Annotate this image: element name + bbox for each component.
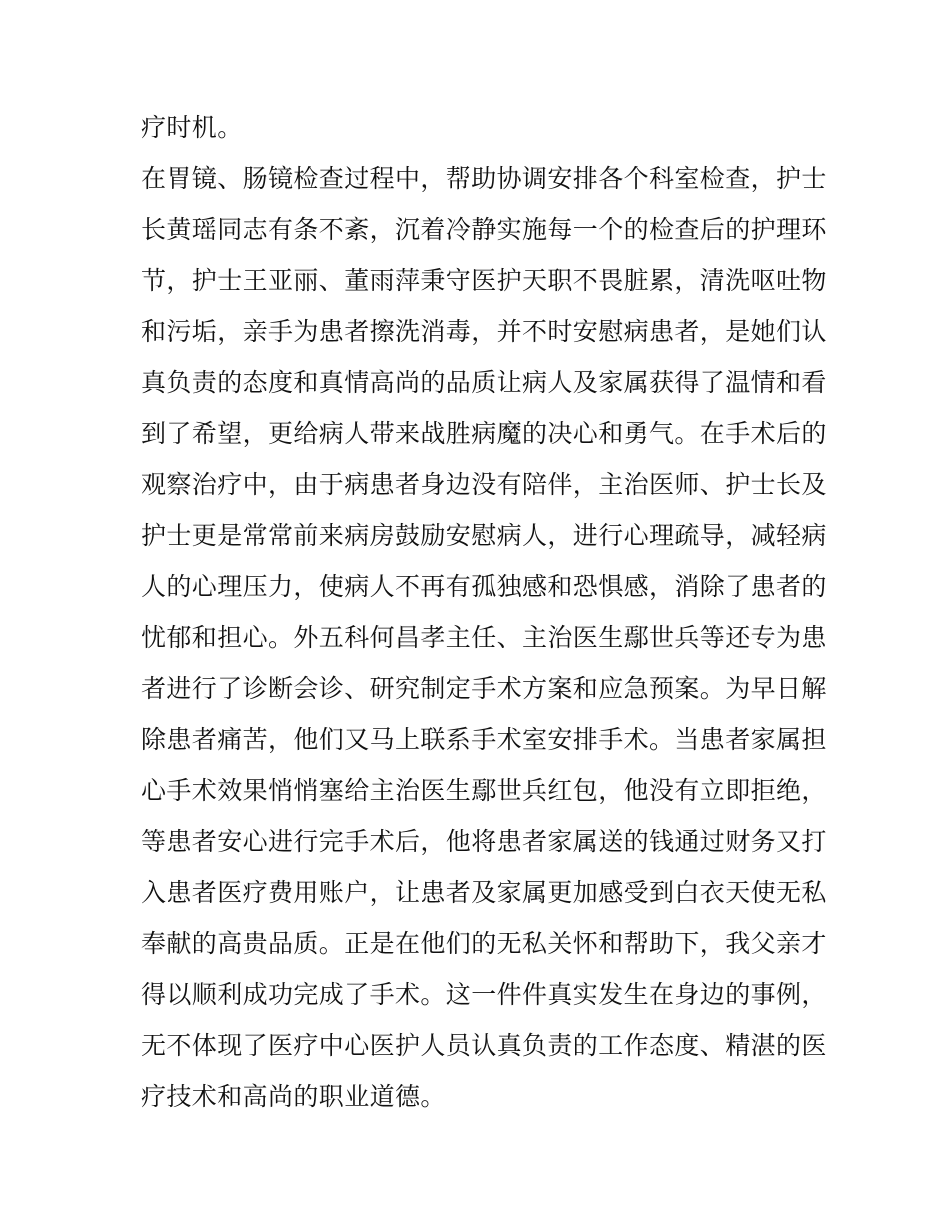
text-line: 忧郁和担心。外五科何昌孝主任、主治医生鄢世兵等还专为患 bbox=[141, 623, 827, 652]
text-line: 到了希望，更给病人带来战胜病魔的决心和勇气。在手术后的 bbox=[141, 419, 827, 448]
text-line: 护士更是常常前来病房鼓励安慰病人，进行心理疏导，减轻病 bbox=[141, 521, 827, 550]
text-line: 长黄瑶同志有条不紊，沉着冷静实施每一个的检查后的护理环 bbox=[141, 215, 827, 244]
text-line: 入患者医疗费用账户，让患者及家属更加感受到白衣天使无私 bbox=[141, 878, 827, 907]
text-line: 者进行了诊断会诊、研究制定手术方案和应急预案。为早日解 bbox=[141, 674, 827, 703]
text-line: 奉献的高贵品质。正是在他们的无私关怀和帮助下，我父亲才 bbox=[141, 929, 827, 958]
text-line: 得以顺利成功完成了手术。这一件件真实发生在身边的事例， bbox=[141, 980, 827, 1009]
text-line: 心手术效果悄悄塞给主治医生鄢世兵红包，他没有立即拒绝， bbox=[141, 776, 827, 805]
text-line: 人的心理压力，使病人不再有孤独感和恐惧感，消除了患者的 bbox=[141, 572, 827, 601]
text-line: 疗时机。 bbox=[141, 113, 243, 142]
text-line: 除患者痛苦，他们又马上联系手术室安排手术。当患者家属担 bbox=[141, 725, 827, 754]
text-line: 节，护士王亚丽、董雨萍秉守医护天职不畏脏累，清洗呕吐物 bbox=[141, 266, 827, 295]
text-line: 等患者安心进行完手术后，他将患者家属送的钱通过财务又打 bbox=[141, 827, 827, 856]
text-line: 在胃镜、肠镜检查过程中，帮助协调安排各个科室检查，护士 bbox=[141, 164, 827, 193]
text-line: 和污垢，亲手为患者擦洗消毒，并不时安慰病患者，是她们认 bbox=[141, 317, 827, 346]
text-line: 无不体现了医疗中心医护人员认真负责的工作态度、精湛的医 bbox=[141, 1031, 827, 1060]
text-line: 疗技术和高尚的职业道德。 bbox=[141, 1082, 446, 1111]
text-line: 观察治疗中，由于病患者身边没有陪伴，主治医师、护士长及 bbox=[141, 470, 827, 499]
text-line: 真负责的态度和真情高尚的品质让病人及家属获得了温情和看 bbox=[141, 368, 827, 397]
